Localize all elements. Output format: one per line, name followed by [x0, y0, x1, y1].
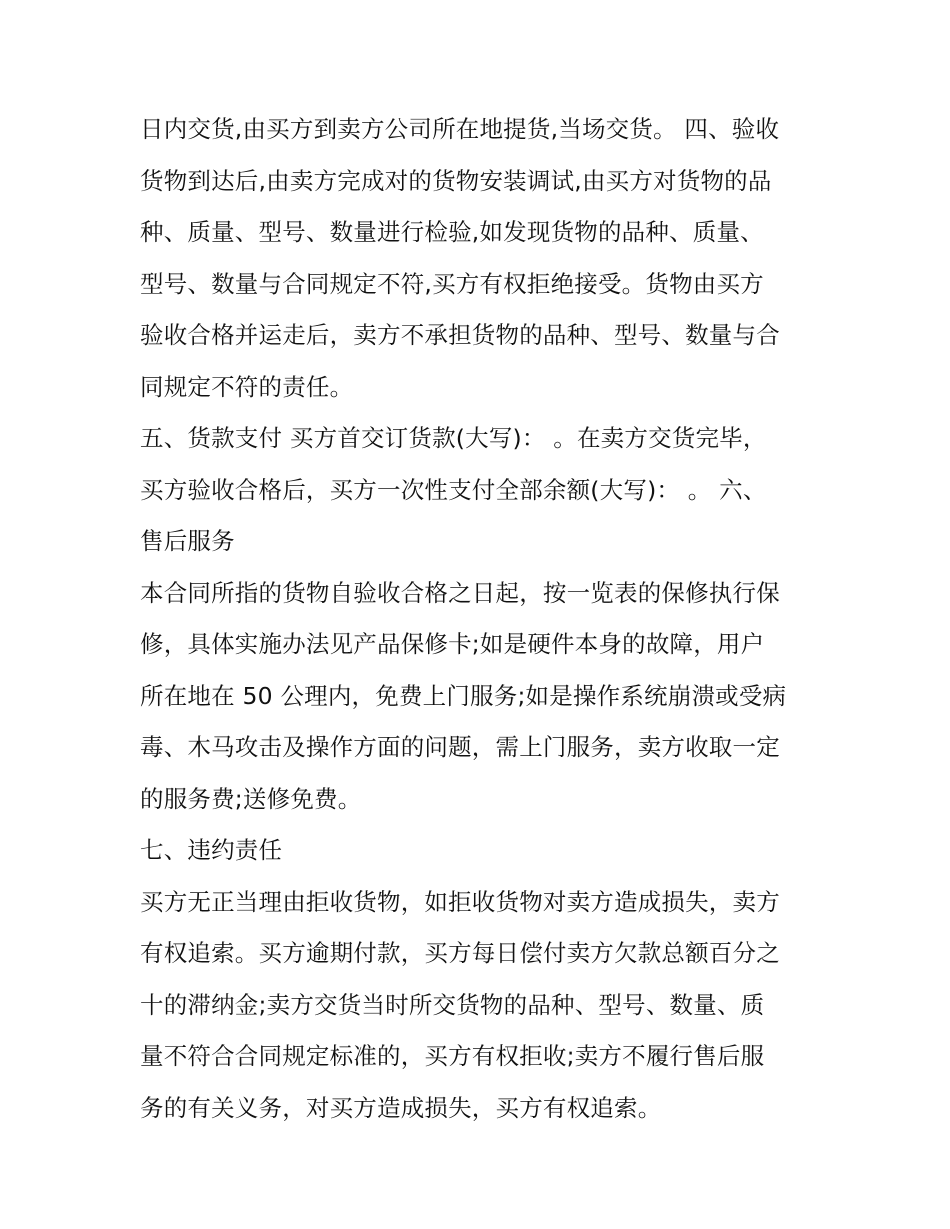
text-line: 有权追索。买方逾期付款，买方每日偿付卖方欠款总额百分之: [140, 939, 780, 967]
document-body: [140, 104, 812, 1134]
section-heading-after-sales: 售后服务: [140, 527, 235, 555]
text-line: 修，具体实施办法见产品保修卡;如是硬件本身的故障，用户: [140, 630, 765, 658]
text-line: 的服务费;送修免费。: [140, 784, 362, 813]
section-heading-breach: 七、违约责任: [140, 836, 283, 864]
text-line: 买方无正当理由拒收货物，如拒收货物对卖方造成损失，卖方: [140, 887, 780, 916]
text-line: 种、质量、型号、数量进行检验,如发现货物的品种、质量、: [140, 218, 764, 246]
text-line: 十的滞纳金;卖方交货当时所交货物的品种、型号、数量、质: [140, 990, 765, 1019]
text-line: 务的有关义务，对买方造成损失，买方有权追索。: [140, 1093, 662, 1122]
text-line: 量不符合合同规定标准的，买方有权拒收;卖方不履行售后服: [140, 1042, 765, 1070]
text-line: 同规定不符的责任。: [140, 372, 354, 401]
text-line: 买方验收合格后，买方一次性支付全部余额(大写)： 。 六、: [140, 475, 767, 504]
text-line: 型号、数量与合同规定不符,买方有权拒绝接受。货物由买方: [140, 269, 764, 298]
text-line: 本合同所指的货物自验收合格之日起，按一览表的保修执行保: [140, 578, 780, 607]
text-line: 日内交货,由买方到卖方公司所在地提货,当场交货。 四、验收: [140, 115, 780, 143]
text-line: 货物到达后,由卖方完成对的货物安装调试,由买方对货物的品: [140, 166, 772, 195]
section-heading-payment: 五、货款支付 买方首交订货款(大写)： 。在卖方交货完毕，: [140, 424, 767, 452]
text-line: 所在地在 50 公理内，免费上门服务;如是操作系统崩溃或受病: [140, 681, 787, 710]
text-line: 毒、木马攻击及操作方面的问题，需上门服务，卖方收取一定: [140, 733, 780, 761]
text-line: 验收合格并运走后，卖方不承担货物的品种、型号、数量与合: [140, 321, 780, 349]
